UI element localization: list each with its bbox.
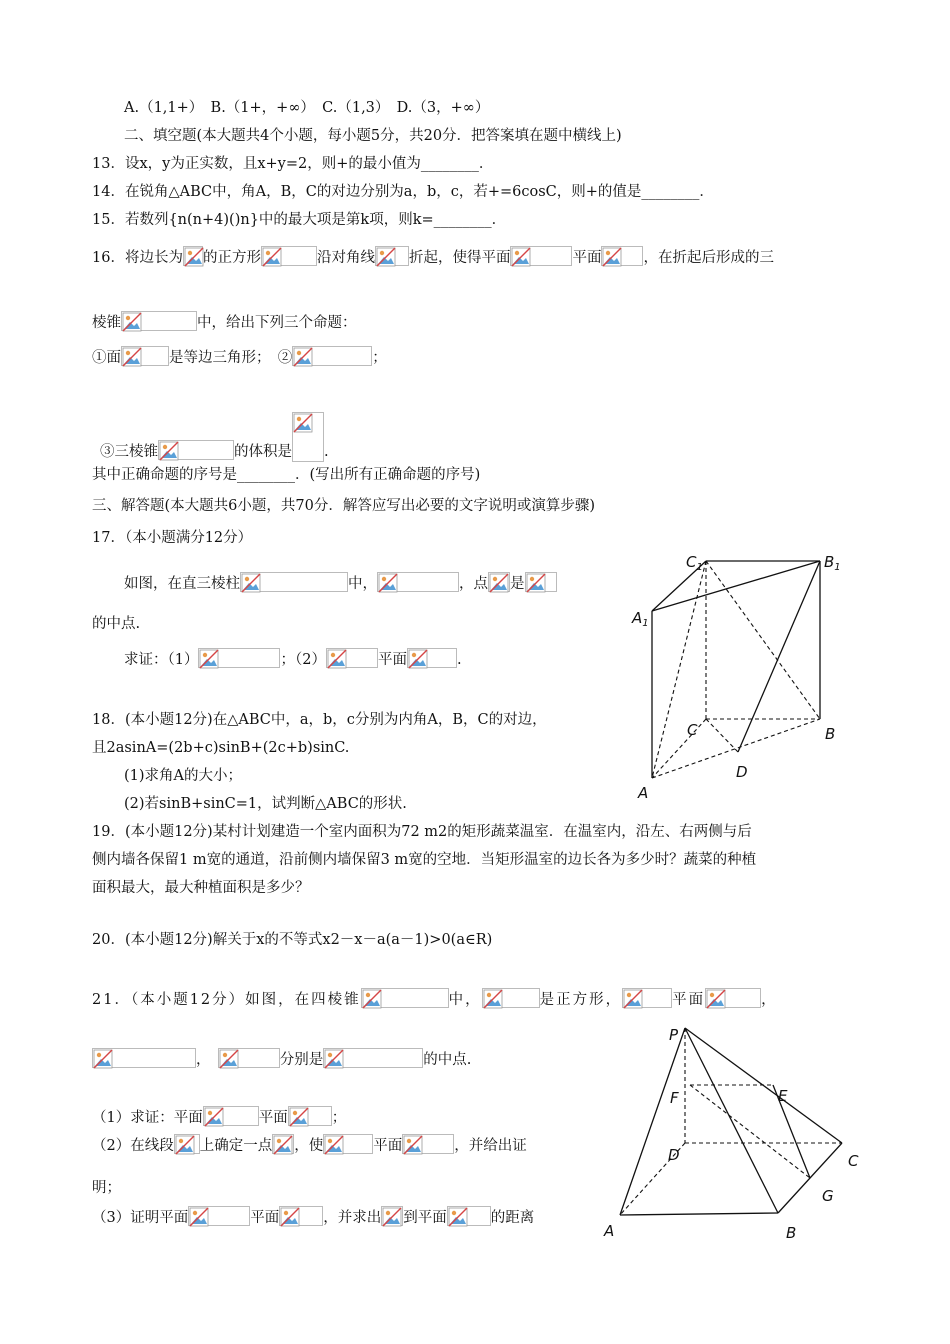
section2-heading: 二、填空题(本大题共4个小题，每小题5分，共20分．把答案填在题中横线上) [124,128,622,144]
formula-image-icon [174,1134,200,1154]
label-e: E [778,1087,788,1105]
question-17-line2: 的中点. [92,616,141,632]
question-21-line1: 21．（本小题12分）如图，在四棱锥 中， 是正方形， 平面 ， [92,988,778,1010]
formula-image-icon [375,246,409,266]
formula-image-icon [272,1134,294,1154]
formula-image-icon [525,572,557,592]
question-18-line1: 18．(本小题12分)在△ABC中，a，b，c分别为内角A，B，C的对边， [92,712,547,728]
formula-image-icon [198,648,280,668]
label-d: D [668,1146,680,1164]
label-f: F [670,1089,679,1107]
formula-image-icon [288,1106,332,1126]
question-18-part2: (2)若sinB+sinC=1，试判断△ABC的形状. [124,796,407,812]
question-17-prove: 求证：（1） ；（2） 平面 . [124,648,462,670]
question-18-part1: (1)求角A的大小； [124,768,243,784]
formula-image-icon [218,1048,280,1068]
section3-heading: 三、解答题(本大题共6小题，共70分．解答应写出必要的文字说明或演算步骤) [92,498,595,514]
label-g: G [822,1187,834,1205]
question-21-line2: ， 分别是 的中点. [92,1048,471,1070]
formula-image-icon [203,1106,259,1126]
label-b: B [786,1224,797,1242]
question-19-line3: 面积最大，最大种植面积是多少？ [92,880,310,896]
question-21-part2-end: 明； [92,1180,121,1196]
formula-image-icon [292,412,324,462]
formula-image-icon [601,246,643,266]
label-p: P [669,1026,679,1044]
question-17-line1: 如图，在直三棱柱 中， ，点 是 [124,572,557,594]
formula-image-icon [482,988,540,1008]
formula-image-icon [510,246,572,266]
formula-image-icon [261,246,317,266]
label-b1: $B_1$ [824,553,841,573]
formula-image-icon [705,988,761,1008]
formula-image-icon [92,1048,196,1068]
label-c1: $C_1$ [686,553,703,573]
question-16-line1: 16．将边长为 的正方形 沿对角线 折起，使得平面 平面 ，在折起后形成的三 [92,246,774,268]
formula-image-icon [121,346,169,366]
formula-image-icon [447,1206,491,1226]
question-19-line1: 19．(本小题12分)某村计划建造一个室内面积为72 m2的矩形蔬菜温室．在温室内，沿左、右两侧与后 [92,824,752,840]
formula-image-icon [361,988,449,1008]
formula-image-icon [381,1206,403,1226]
question-15: 15．若数列{n(n+4)()n}中的最大项是第k项，则k=________． [92,212,507,228]
question-16-prop3: ③三棱锥 的体积是 . [100,412,329,462]
question-16-props: ①面 是等边三角形； ② ； [92,346,387,368]
question-16-answer: 其中正确命题的序号是________．(写出所有正确命题的序号) [92,467,481,483]
question-16-line2: 棱锥 中，给出下列三个命题： [92,311,357,333]
formula-image-icon [402,1134,454,1154]
formula-image-icon [183,246,203,266]
label-c: C [687,721,698,739]
formula-image-icon [121,311,197,331]
formula-image-icon [188,1206,250,1226]
label-b: B [825,725,836,743]
label-a: A [604,1222,615,1240]
formula-image-icon [292,346,372,366]
choices-line: A.（1,1+） B.（1+，+∞） C.（1,3） D.（3，+∞） [124,100,490,116]
formula-image-icon [622,988,672,1008]
question-18-line2: 且2asinA=(2b+c)sinB+(2c+b)sinC. [92,740,350,756]
question-14: 14．在锐角△ABC中，角A，B，C的对边分别为a，b，c，若+=6cosC，则+的值是________． [92,184,714,200]
question-21-part2: （2）在线段 上确定一点 ，使 平面 ，并给出证 [92,1134,527,1156]
label-d: D [736,763,748,781]
formula-image-icon [158,440,234,460]
formula-image-icon [279,1206,323,1226]
label-a: A [638,784,649,802]
formula-image-icon [240,572,348,592]
formula-image-icon [323,1134,373,1154]
formula-image-icon [377,572,459,592]
question-20: 20．(本小题12分)解关于x的不等式x2－x－a(a－1)>0(a∈R) [92,932,493,948]
formula-image-icon [407,648,457,668]
label-a1: $A_1$ [632,609,649,629]
formula-image-icon [323,1048,423,1068]
question-13: 13．设x，y为正实数，且x+y=2，则+的最小值为________． [92,156,494,172]
question-21-part3: （3）证明平面 平面 ，并求出 到平面 的距离 [92,1206,534,1228]
formula-image-icon [326,648,378,668]
formula-image-icon [488,572,510,592]
label-c: C [848,1152,859,1170]
triangular-prism-figure [620,545,860,805]
question-17-title: 17．（本小题满分12分） [92,530,253,546]
pyramid-figure [600,1020,870,1245]
question-19-line2: 侧内墙各保留1 m宽的通道，沿前侧内墙保留3 m宽的空地．当矩形温室的边长各为多少时？蔬菜的种植 [92,852,757,868]
question-21-part1: （1）求证：平面 平面 ； [92,1106,346,1128]
